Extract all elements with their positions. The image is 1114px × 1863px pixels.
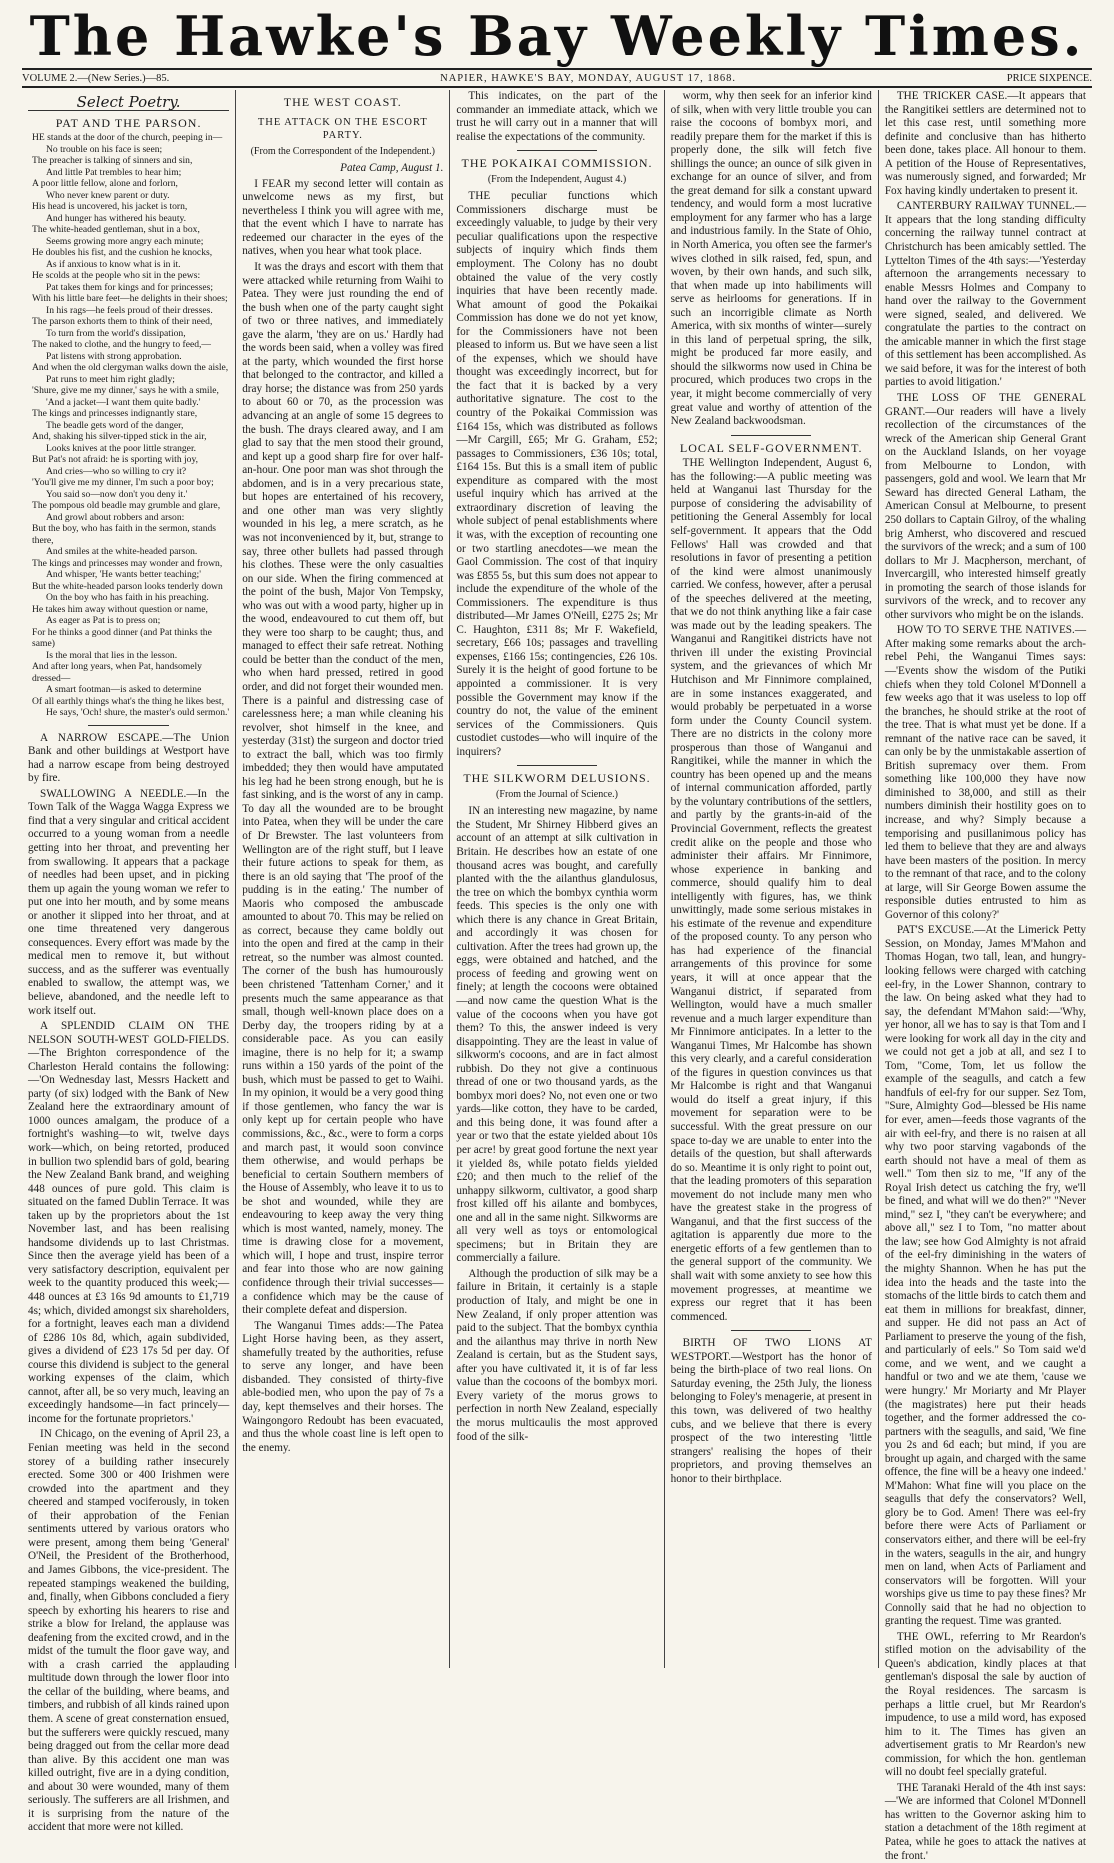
paragraph: BIRTH OF TWO LIONS AT WESTPORT.—Westport has the honor of being the birth-place of two real lions. On Saturday evening, the 25th July, the lioness belonging to Foley's menagerie, at present in this town, was delivered of two healthy cubs, and we believe that there is every prospect of the two interesting 'little strangers' realising the hopes of their proprietors, and proving themselves an honor to their birthplace. [670,1337,872,1485]
paragraph: HOW TO TO SERVE THE NATIVES.—After making some remarks about the arch-rebel Pehi, the Wanganui Times says:—'Events show the wisdom of the Putiki chiefs when they told Colonel M'Donnell a few weeks ago that it was useless to lop off the branches, he should strike at the root of the tree. That is what must yet be done. If a remnant of the native race can be saved, it can only be by the unmistakable assertion of British supremacy over them. From something like 100,000 they have now diminished to 38,000, and still as their numbers diminish their hostility goes on to increase, and why? Simply because a temporising and pusillanimous policy has led them to believe that they are and always have been masters of the position. In mercy to the remnant of that race, and to the colony at large, will Sir George Bowen assume the responsible duties entrusted to him as Governor of this colony?' [884,624,1087,921]
paragraph: A NARROW ESCAPE.—The Union Bank and other buildings at Westport have had a narrow escape from being destroyed by fire. [28,731,230,785]
poem-line: 'And a jacket—I want them quite badly.' [46,396,201,408]
poem-line: Seems growing more angry each minute; [46,235,204,247]
article-source: (From the Correspondent of the Independent.) [250,145,435,157]
poem-line: For he thinks a good dinner (and Pat thinks the same) [32,626,212,650]
article-source: (From the Independent, August 4.) [487,173,627,185]
divider [517,150,597,151]
paragraph: I FEAR my second letter will contain as unwelcome news as my first, but nevertheless I think you will agree with me, that the event which I have to narrate has redeemed our character in the eyes of the natives, when you hear what took place. [242,177,444,258]
poem-line: He scolds at the people who sit in the pews: [32,270,201,282]
subhead-escort-attack: THE ATTACK ON THE ESCORT PARTY. [257,116,428,142]
poem-title: PAT AND THE PARSON. [55,115,202,130]
poem-line: But Pat's not afraid: he is sporting with joy, [32,454,199,466]
column-5-articles [885,90,1086,1863]
poem-line: The pompous old beadle may grumble and glare, [32,500,221,512]
headline-pokaikai: THE POKAIKAI COMMISSION. [461,156,653,171]
paragraph: THE peculiar functions which Commissioners discharge must be exceedingly valuable, to judge by their very peculiar qualifications upon the respective subjects of inquiry which finds them employment. The Colony has no doubt obtained the value of the very costly inquiries that have been recently made. What amount of good the Pokaikai Commission has done we do not yet know, for the Commissioners have not been pleased to inform us. But we have seen a list of the expenses, which we should have thought was exceedingly incorrect, but for the fact that it is backed by a very authoritative signature. The cost to the country of the Pokaikai Commission was £164 15s, which was distributed as follows—Mr Cargill, £65; Mr G. Graham, £52; passages to Commissioners, £36 10s; total, £164 15s. But this is a small item of public expenditure as compared with the most useful inquiry which has arrived at the extraordinary discretion of leaving the whole subject of penal establishments where it was, with the exception of recounting one or two startling anecdotes—we mean the Gaol Commission. The cost of that inquiry was £855 5s, but this sum does not appear to include the expenditure of the whole of the Commissioners. The expenditure is thus distributed—Mr James O'Neill, £275 2s; Mr C. Haughton, £311 8s; Mr F. Wakefield, secretary, £66 10s; passages and travelling expenses, £166 15s; contingencies, £26 10s. Surely it is the height of good fortune to be appointed a commissioner. It is very possible the Government may know if the country do not, the value of the eminent services of the Commissioners. Quis custodiet custodes—who will inquire of the inquirers? [456,190,658,758]
poem-line: And growl about robbers and arson: [46,511,185,523]
column-3-continued [456,90,657,144]
poem-line: And, shaking his silver-tipped stick in the air, [32,431,207,443]
poem-line: 'Shure, give me my dinner,' says he with a smile, [32,385,219,397]
poem-line: You said so—now don't you deny it.' [46,488,188,500]
poem-line: And hunger has withered his beauty. [46,212,187,224]
poem-line: And little Pat trembles to hear him; [46,166,182,178]
poem-line: Pat listens with strong approbation. [46,350,182,362]
poem-line: But the white-headed parson looks tenderly down [32,580,223,592]
paragraph: worm, why then seek for an inferior kind of silk, when with very little trouble you can raise the cocoons of bombyx mori, and readily prepare them for the market if this is properly done, the silk will fetch five shillings the ounce; an ounce of silk given in exchange for an ounce of silver, and from the great demand for silk a constant upward tendency, and would form a most lucrative employment for any farmer who has a large and industrious family. In the State of Ohio, in North America, you often see the farmer's wives clothed in silk raised, fed, spun, and woven, by their own hands, and such silk, that when made up into habiliments will serve as heirlooms for generations. If in such an incorrigible climate as North America, with six months of winter—surely in this land of perpetual spring, the silk, might be produced far more easily, and should the silkworms now used in China be procured, which produces two crops in the year, it might become commercially of very great value and worthy of attention of the New Zealand backwoodsman. [670,90,872,428]
column-1-articles [28,732,229,1835]
poem-line: The kings and princesses may wonder and frown, [32,557,223,569]
divider [88,725,168,726]
paragraph: It was the drays and escort with them that were attacked while returning from Waihi to Patea. They were just rounding the end of the bush when one of the party caught sight of two or three natives, and immediately gave the alarm, 'they are on us.' Hardly had the words been said, when a volley was fired at the party, which wounded the first horse that belonged to the contractor, and killed a dray horse; the distance was from 250 yards to about 60 or 70, as the procession was advancing at an angle of some 15 degrees to the bush. The drays cleared away, and I am glad to say that the men stood their ground, and kept up a good sharp fire for over half-an-hour. One poor man was shot through the abdomen, and is in a very precarious state, but hopes are entertained of his recovery, and one other man was very slightly wounded in his leg, a mere scratch, as he was not inconvenienced by it, but, strange to say, three other bullets had passed through his clothes. These were the only casualties on our side. When the firing commenced at the point of the bush, Major Von Tempsky, who was out with a wood party, higher up in the wood, endeavoured to cut them off, but they were too sharp to be caught; thus, and managed to effect their safe retreat. Nothing could be better than the conduct of the men, who when hard pressed, retired in good order, and did not forget their wounded men. There is a painful and distressing case of carelessness here; a man while cleaning his revolver, shot himself in the knee, and yesterday (31st) the surgeon and doctor tried to extract the ball, which was too firmly imbedded; they then would have amputated his leg had he been strong enough, but he is fast sinking, and is the worst of any in camp. To day all the wounded are to be brought into Patea, when they will be under the care of Dr Brewster. The last volunteers from Wellington are of the right stuff, but I leave their future actions to speak for them, as there is an old saying that 'The proof of the pudding is in the eating.' The number of Maoris who composed the ambuscade amounted to about 70. This may be relied on as correct, because they came boldly out into the open and fired at the camp in their retreat, so the number was almost counted. The corner of the bush has humourously been christened 'Tattenham Corner,' and it presents much the same appearance as that small, though well-known place does on a Derby day, the troopers riding by at a considerable pace. As you can easily imagine, there is no help for it; a swamp runs within a 150 yards of the point of the bush, which must be passed to get to Waihi. In my opinion, it would be a very good thing if those gentlemen, who fancy the war is only kept up for certain people who have commissions, &c., &c., were to form a corps and march past, it would soon convince them otherwise, and would perhaps be beneficial to certain Southern members of the House of Assembly, who leave it to us to be shot and wounded, while they are endeavouring to keep away the very thing which is most wanted, namely, money. The time is drawing close for a movement, which will, I hope and trust, inspire terror and fear into those who are now gaining confidence through their trivial successes—a confidence which may be the cause of their complete defeat and dispersion. [242,261,444,1317]
poem-line: Looks knives at the poor little stranger. [46,442,197,454]
column-4-continued [671,90,872,429]
paragraph: IN an interesting new magazine, by name the Student, Mr Shirney Hibberd gives an account of an attempt at silk cultivation in Britain. He describes how an estate of one thousand acres was bought, and carefully planted with the the ailanthus glandulosus, the tree on which the bombyx cynthia worm feeds. This species is the only one with which there is any chance in Great Britain, and accordingly it was chosen for cultivation. After the trees had grown up, the eggs, were obtained and hatched, and the process of feeding and growing went on finely; at length the cocoons were obtained—and now came the question What is the value of the cocoons when you have got them? To this, the answer indeed is very disappointing. They are the least in value of silkworm's cocoons, and are in fact almost rubbish. Do they not give a continuous thread of one or two thousand yards, as the bombyx mori does? No, not even one or two yards—like cotton, they have to be carded, and this being done, it was found after a year or two that the estate yielded about 10s per acre! by great good fortune the next year it yielded 8s, while potato fields yielded £20; and then much to the relief of the unhappy silkworm, cultivator, a good sharp frost killed off his ailante and bombyces, one and all in the same night. Silkworms are all very well as toys or entomological specimens; but in Britain they are commercially a failure. [456,805,658,1265]
headline-local-self-government: LOCAL SELF-GOVERNMENT. [679,440,863,455]
poem-line: Of all earthly things what's the thing he likes best, [32,695,224,707]
paragraph: SWALLOWING A NEEDLE.—In the Town Talk of the Wagga Wagga Express we find that a very singular and critical accident occurred to a young woman from a needle getting into her throat, and preventing her from swallowing. It appears that a package of needles had been upset, and in picking them up again the young woman we refer to put one into her mouth, and by some means or another it slipped into her throat, and at one time threatened very dangerous consequences. Every effort was made by the medical men to remove it, but without success, and as the sufferer was eventually enabled to swallow, the attempt was, we believe, abandoned, and the needle left to work itself out. [28,787,230,1017]
poem-line: And when the old clergyman walks down the aisle, [32,362,229,374]
divider [731,435,811,436]
column-5 [879,90,1092,1862]
poem-line: Is the moral that lies in the lesson. [46,649,178,661]
poem-line: To turn from the world's dissipation, [46,327,186,339]
column-1 [22,90,236,1834]
headline-west-coast: THE WEST COAST. [283,95,402,109]
section-heading-poetry: Select Poetry. [28,96,229,111]
paragraph: THE LOSS OF THE GENERAL GRANT.—Our readers will have a lively recollection of the circumstances of the wreck of the American ship General Grant on the Auckland Islands, on her voyage from Melbourne to London, with passengers, gold and wool. We learn that Mr Seward has directed General Latham, the American Consul at Melbourne, to present 250 dollars to Captain Gilroy, of the whaling brig Amherst, who discovered and rescued the survivors of the wreck; and a sum of 100 dollars to Mr J. Macpherson, merchant, of Invercargill, who interested himself greatly in promoting the search of those islands for survivors of the wreck, and to recover any other survivors who might be on the islands. [884,392,1087,621]
poem-line: The preacher is talking of sinners and sin, [32,155,193,167]
poem-line: As eager as Pat is to press on; [46,615,161,627]
column-4-articles [671,457,872,1324]
paragraph: This indicates, on the part of the commander an immediate attack, which we trust he will carry out in a manner that will realise the expectations of the community. [456,90,658,143]
poem-line: And cries—who so willing to cry it? [46,465,187,477]
column-2-articles [242,178,443,1455]
masthead-title: The Hawke's Bay Weekly Times. [29,4,1085,68]
poem-line: But the boy, who has faith in the sermon, stands there, [32,523,217,546]
article-dateline: Patea Camp, August 1. [340,162,444,175]
poem-line: He doubles his fist, and the cushion he knocks, [32,247,213,259]
columns [22,90,1092,1862]
paragraph: THE TRICKER CASE.—It appears that the Rangitikei settlers are determined not to let this case rest, until something more definite and conclusive than has hitherto been done, takes place. All honour to them. A petition of the House of Representatives, was numerously signed, and forwarded; Mr Fox having kindly undertaken to present it. [884,90,1087,197]
column-3-articles-2 [456,805,657,1444]
poem-line: Who never knew parent or duty. [46,189,170,201]
column-4 [665,90,879,1668]
poem-line: With his little bare feet—he delights in their shoes; [32,293,228,305]
poem-line: He says, 'Och! shure, the master's ould sermon.' [46,707,230,719]
poem-line: As if anxious to know what is in it. [46,258,181,270]
poem-line: The kings and princesses indignantly stare, [32,408,198,420]
masthead-meta [22,68,1092,88]
poem-line: The beadle gets word of the danger, [46,419,184,431]
paragraph: THE Wellington Independent, August 6, has the following:—A public meeting was held at Wanganui last Thursday for the purpose of considering the advisability of petitioning the General Assembly for local self-government. It appears that the Odd Fellows' Hall was crowded and that resolutions in favor of presenting a petition of the kind were almost unanimously carried. We confess, however, after a perusal of the speeches delivered at the meeting, that we do not think anything like a fair case was made out by the leading speakers. The Wanganui and Rangitikei districts have not thriven ill under the existing Provincial system, and the grievances of which Mr Hutchison and Mr Finnimore complained, are in some instances exaggerated, and would probably be perpetuated in a worse form under the County Council system. There are no districts in the colony more prosperous than those of Wanganui and Rangitikei, while the manner in which the country has been opened up and the means of internal communication afforded, partly by the voluntary contributions of the settlers, and partly by the grants-in-aid of the Provincial Government, reflects the greatest credit alike on the people and those who administer their affairs. Mr Finnimore, whose experience in banking and commerce, should qualify him to deal intelligently with figures, has, we think unwittingly, made some serious mistakes in his estimate of the revenue and expenditure of the proposed county. To any person who has had experience of the financial arrangements of this province for some years, it will at once appear that the Wanganui district, if separated from Wellington, would have a much smaller revenue and a much larger expenditure than Mr Finnimore anticipates. In a letter to the Wanganui Times, Mr Halcombe has shown this very clearly, and a careful consideration of the figures in question convinces us that Mr Halcombe is right and that Wanganui would do itself a great injury, if this movement for separation were to be successful. With the great pressure on our space to-day we are unable to enter into the details of the question, but shall afterwards do so. Meantime it is only right to point out, that the leading promoters of this separation movement do not include many men who have the greatest stake in the progress of Wanganui, and that the first success of the agitation is apparently due more to the energetic efforts of a few gentlemen than to the general support of the community. We shall wait with some anxiety to see how this movement progresses, at meantime we express our regret that it has been commenced. [670,457,872,1323]
dateline: NAPIER, HAWKE'S BAY, MONDAY, AUGUST 17, 1868. [440,72,736,84]
paragraph: IN Chicago, on the evening of April 23, a Fenian meeting was held in the second storey of a building rather insecurely erected. Some 300 or 400 Irishmen were crowded into the apartment and they cheered and stamped vociferously, in token of their approbation of the Fenian sentiments uttered by various orators who were present, among them being 'General' O'Neil, the President of the Brotherhood, and James Gibbons, the vice-president. The repeated stampings weakened the building, and, finally, when Gibbons concluded a fiery speech by exhorting his hearers to rise and strike a blow for Ireland, the applause was deafening from the excited crowd, and in the midst of the tumult the floor gave way, and with a crash carried the applauding multitude down through the lower floor into the cellar of the building, where beams, and timbers, and rubbish of all kinds rained upon them. A scene of great consternation ensued, but the sufferers were quickly rescued, many being dragged out from the cellar more dead than alive. By this accident one man was killed outright, five are in a dying condition, and about 30 were wounded, many of them seriously. The sufferers are all Irishmen, and it is surprising from the nature of the accident that more were not killed. [28,1428,230,1834]
poem-line: A smart footman—is asked to determine [46,684,202,696]
price: PRICE SIXPENCE. [1006,72,1092,84]
divider [731,1330,811,1331]
volume-info: VOLUME 2.—(New Series.)—85. [22,72,170,84]
divider [517,765,597,766]
paragraph: The Wanganui Times adds:—The Patea Light Horse having been, as they assert, shamefully treated by the authorities, refuse to serve any longer, and have been disbanded. They consisted of thirty-five able-bodied men, who upon the pay of 7s a day, kept themselves and their horses. The Waingongoro Redoubt has been evacuated, and thus the whole coast line is left open to the enemy. [242,1319,444,1454]
poem-line: He takes him away without question or name, [32,603,208,615]
poem-line: The naked to clothe, and the hungry to feed,— [32,339,212,351]
column-4-articles-2 [671,1337,872,1486]
column-3-articles [456,190,657,759]
paragraph: PAT'S EXCUSE.—At the Limerick Petty Session, on Monday, James M'Mahon and Thomas Hogan, two tall, lean, and hungry-looking fellows were charged with catching eel-fry, in the Lower Shannon, contrary to the law. On being asked what they had to say, the defendant M'Mahon said:—'Why, yer honor, all we has to say is that Tom and I were looking for work all day in the city and we could not get a job at all, and sez I to Tom, "Come, Tom, let us follow the example of the seagulls, and catch a few handfuls of eel-fry for our supper. Sez Tom, "Sure, Almighty God—blessed be His name for ever, amen—feeds those vagrants of the air with eel-fry, and there is no raisen at all why two poor starving vagabonds of the earth should not have a meal of them as well." Tom then siz to me, "If any of the Royal Irish detect us catching the fry, we'll be fined, and what will we do then?" "Never mind," sez I, "they can't be everywhere; and above all," sez I to Tom, "no matter about the law; see how God Almighty is not afraid of the eel-fry diminishing in the waters of the mighty Shannon. When he has put the idea into the heads and the taste into the stomachs of the little birds to catch them and eat them in millions for breakfast, dinner, and supper. He did not pass an Act of Parliament to preserve the young of the fish, and particularly of eels." So Tom said we'd come, and we went, and we caught a handful or two and we ate them, 'cause we were hungry.' Mr Moriarty and Mr Player (the magistrates) here put their heads together, and the former addressed the co-partners with the seagulls, and said, 'We fine you 2s and 6d each; but mind, if you are brought up again, and charged with the same offence, the fine will be a heavy one indeed.' M'Mahon: What fine will you place on the seagulls that defy the conservators? Well, glory be to God. Amen! There was eel-fry before there were Acts of Parliament or conservators either, and there will be eel-fry in the waters, seagulls in the air, and hungry men on land, when Acts of Parliament and conservators will be forgotten. Will your worships give us time to pay these fines? Mr Connolly said that he had no objection to granting the request. Time was granted. [884,924,1087,1628]
column-2 [236,90,450,1668]
poem-line: On the boy who has faith in his preaching. [46,592,209,604]
poem-line: The parson exhorts them to think of their need, [32,316,213,328]
poem-line: Pat runs to meet him right gladly; [46,373,175,385]
poem-line: And whisper, 'He wants better teaching;' [46,569,201,581]
poem [28,132,229,719]
paragraph: THE Taranaki Herald of the 4th inst says:—'We are informed that Colonel M'Donnell has written to the Governor asking him to station a detachment of the 18th regiment at Patea, while he goes to attack the natives at the front.' [884,1781,1087,1862]
poem-line: 'You'll give me my dinner, I'm such a poor boy; [32,477,214,489]
article-source: (From the Journal of Science.) [496,788,618,800]
poem-line: His head is uncovered, his jacket is torn, [32,201,188,213]
poem-line: And after long years, when Pat, handsomely dressed— [32,661,202,684]
poem-line: A poor little fellow, alone and forlorn, [32,178,178,190]
paragraph: CANTERBURY RAILWAY TUNNEL.—It appears that the long standing difficulty concerning the railway tunnel contract at Christchurch has been amicably settled. The Lyttelton Times of the 4th says:—'Yesterday afternoon the arrangements necessary to enable Messrs Holmes and Company to hand over the railway to the Government were signed, sealed, and delivered. We congratulate the parties to the contract on the amicable manner in which the first stage of this settlement has been accomplished. As we said before, it was for the interest of both parties to avoid litigation.' [884,200,1087,389]
poem-line: No trouble on his face is seen; [46,143,163,155]
poem-line: HE stands at the door of the church, peeping in— [32,132,223,144]
column-3 [450,90,664,1668]
paragraph: Although the production of silk may be a failure in Britain, it certainly is a staple production of Italy, and might be one in New Zealand, if only proper attention was paid to the subject. That the bombyx cynthia and the ailanthus may thrive in north New Zealand is certain, but as the Student says, after you have cultivated it, it is of far less value than the cocoons of the bombyx mori. Every variety of the morus grows to perfection in north New Zealand, especially the morus multicaulis the most approved food of the silk- [456,1267,658,1443]
poem-line: The white-headed gentleman, shut in a box, [32,224,200,236]
poem-line: And smiles at the white-headed parson. [46,546,198,558]
paragraph: THE OWL, referring to Mr Reardon's stifled motion on the advisability of the Queen's abdication, kindly places at that gentleman's disposal the sale by auction of the Royal residences. The sarcasm is perhaps a little cruel, but Mr Reardon's impudence, to use a mild word, has exposed him to it. The Times has given an advertisement gratis to Mr Reardon's new commission, for which the hon. gentleman will no doubt feel specially grateful. [884,1630,1087,1779]
paragraph: A SPLENDID CLAIM ON THE NELSON SOUTH-WEST GOLD-FIELDS.—The Brighton correspondence of the Charleston Herald contains the following:—'On Wednesday last, Messrs Hackett and party (of six) lodged with the Bank of New Zealand here the extraordinary amount of 1000 ounces amalgam, the produce of a fortnight's washing—to wit, twelve days work—which, on being retorted, produced in bullion two splendid bars of gold, bearing the New Zealand Bank brand, and weighing 448 ounces of pure gold. This claim is situated on the famed Dublin Terrace. It was taken up by the proprietors about the 1st November last, and has been realising handsome dividends up to last Christmas. Since then the average yield has been of a very satisfactory description, equivalent per week to the quantity produced this week;—448 ounces at £3 16s 9d amounts to £1,719 4s; which, divided amongst six shareholders, for a fortnight, leaves each man a dividend of £286 10s 8d, which, again subdivided, gives a dividend of £23 17s 5d per day. Of course this dividend is subject to the general working expenses of the claim, which cannot, after all, be so very much, leaving an exceedingly handsome—in fact princely—income for the fortunate proprietors.' [28,1020,230,1425]
headline-silkworm: THE SILKWORM DELUSIONS. [463,771,651,786]
poem-line: In his rags—he feels proud of their dresses. [46,304,213,316]
poem-line: Pat takes them for kings and for princesses; [46,281,214,293]
